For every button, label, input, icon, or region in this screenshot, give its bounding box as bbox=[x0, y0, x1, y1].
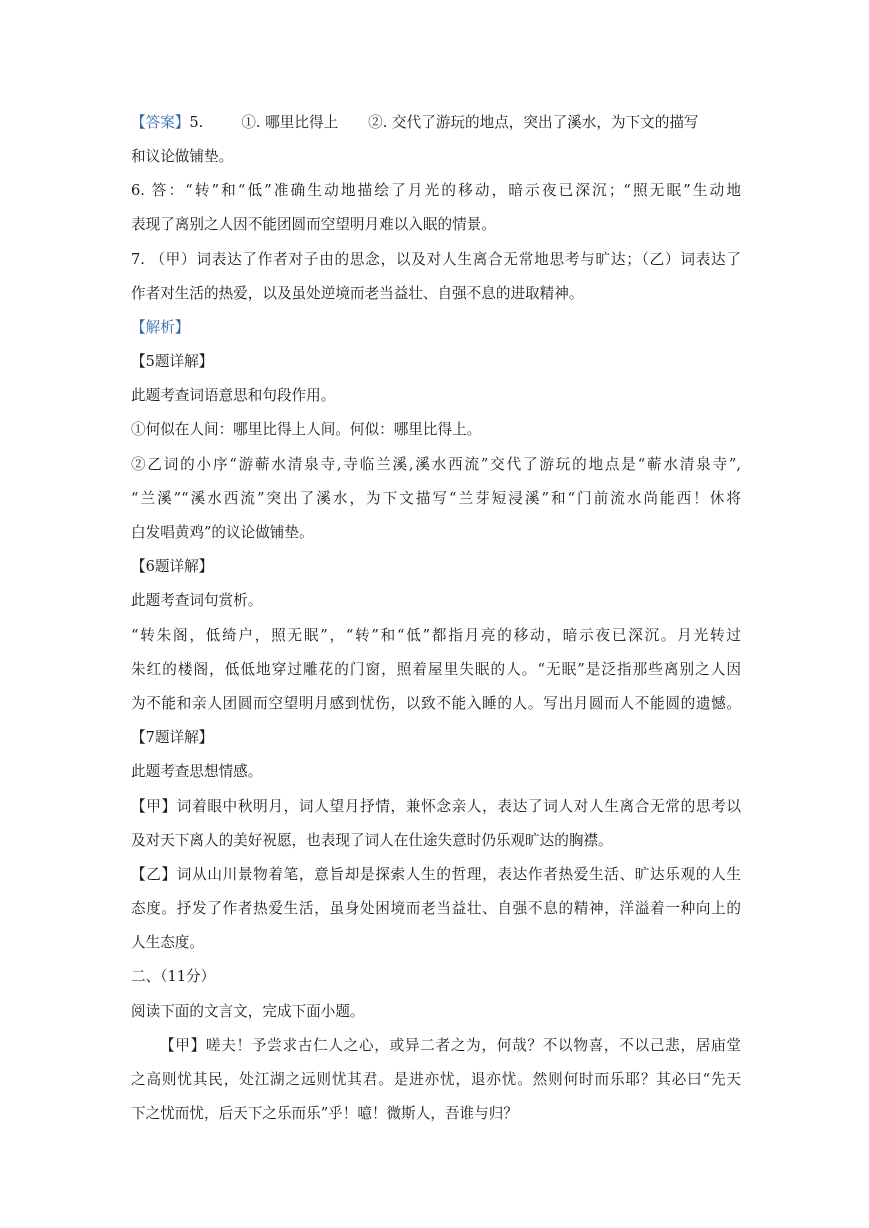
q7-intro: 此题考查思想情感。 bbox=[131, 763, 263, 780]
q7-detail-heading: 【7题详解】 bbox=[131, 729, 214, 746]
answer-q5-number: 5. bbox=[189, 114, 204, 131]
q5-point-2-line-2: “兰溪”“溪水西流”突出了溪水，为下文描写“兰芽短浸溪”和“门前流水尚能西！休将 bbox=[131, 490, 741, 507]
answer-q7-line-2: 作者对生活的热爱，以及虽处逆境而老当益壮、自强不息的进取精神。 bbox=[131, 285, 584, 302]
q7-jia-line-1: 【甲】词着眼中秋明月，词人望月抒情，兼怀念亲人，表达了词人对人生离合无常的思考以 bbox=[131, 798, 741, 815]
section-2-heading: 二、（11分） bbox=[131, 968, 216, 985]
q5-point-1: ①何似在人间：哪里比得上人间。何似：哪里比得上。 bbox=[131, 421, 482, 438]
answer-q7-line-1: 7. （甲）词表达了作者对子由的思念，以及对人生离合无常地思考与旷达；（乙）词表达了 bbox=[131, 251, 741, 268]
q6-paragraph-line-1: “转朱阁，低绮户，照无眠”，“转”和“低”都指月亮的移动，暗示夜已深沉。月光转过 bbox=[131, 627, 741, 644]
q5-detail-heading: 【5题详解】 bbox=[131, 353, 214, 370]
q7-yi-line-2: 态度。抒发了作者热爱生活，虽身处困境而老当益壮、自强不息的精神，洋溢着一种向上的 bbox=[131, 900, 741, 917]
section-2-instruction: 阅读下面的文言文，完成下面小题。 bbox=[131, 1003, 365, 1020]
q6-intro: 此题考查词句赏析。 bbox=[131, 592, 263, 609]
answer-q5-continued: 和议论做铺垫。 bbox=[131, 148, 234, 165]
q7-jia-line-2: 及对天下离人的美好祝愿，也表现了词人在仕途失意时仍乐观旷达的胸襟。 bbox=[131, 832, 613, 849]
analysis-tag: 【解析】 bbox=[131, 319, 190, 336]
q6-paragraph-line-2: 朱红的楼阁，低低地穿过雕花的门窗，照着屋里失眠的人。“无眠”是泛指那些离别之人因 bbox=[131, 661, 741, 678]
passage-jia-line-2: 之高则忧其民，处江湖之远则忧其君。是进亦忧，退亦忧。然则何时而乐耶？其必曰“先天 bbox=[131, 1071, 741, 1088]
q5-intro: 此题考查词语意思和句段作用。 bbox=[131, 387, 336, 404]
answer-q6-line-1: 6. 答：“转”和“低”准确生动地描绘了月光的移动，暗示夜已深沉；“照无眠”生动地 bbox=[131, 182, 741, 199]
answer-line-q5 bbox=[131, 113, 741, 133]
passage-jia-line-1: 【甲】嗟夫！予尝求古仁人之心，或异二者之为，何哉？不以物喜，不以己悲，居庙堂 bbox=[160, 1037, 741, 1054]
answer-tag: 【答案】 bbox=[131, 114, 190, 131]
q5-point-2-line-3: 白发唱黄鸡”的议论做铺垫。 bbox=[131, 524, 314, 541]
passage-jia-line-3: 下之忧而忧，后天下之乐而乐”乎！噫！微斯人，吾谁与归？ bbox=[131, 1105, 518, 1122]
q5-point-2-line-1: ②乙词的小序“游蕲水清泉寺,寺临兰溪,溪水西流”交代了游玩的地点是“蕲水清泉寺”, bbox=[131, 456, 741, 473]
q6-paragraph-line-3: 为不能和亲人团圆而空望明月感到忧伤，以致不能入睡的人。写出月圆而人不能圆的遗憾。 bbox=[131, 695, 741, 712]
answer-q5-option-1: ①. 哪里比得上 bbox=[241, 114, 339, 131]
answer-q6-line-2: 表现了离别之人因不能团圆而空望明月难以入眠的情景。 bbox=[131, 216, 496, 233]
q7-yi-line-3: 人生态度。 bbox=[131, 934, 204, 951]
answer-q5-option-2: ②. 交代了游玩的地点，突出了溪水，为下文的描写 bbox=[368, 114, 699, 131]
q6-detail-heading: 【6题详解】 bbox=[131, 558, 214, 575]
q7-yi-line-1: 【乙】词从山川景物着笔，意旨却是探索人生的哲理，表达作者热爱生活、旷达乐观的人生 bbox=[131, 866, 741, 883]
